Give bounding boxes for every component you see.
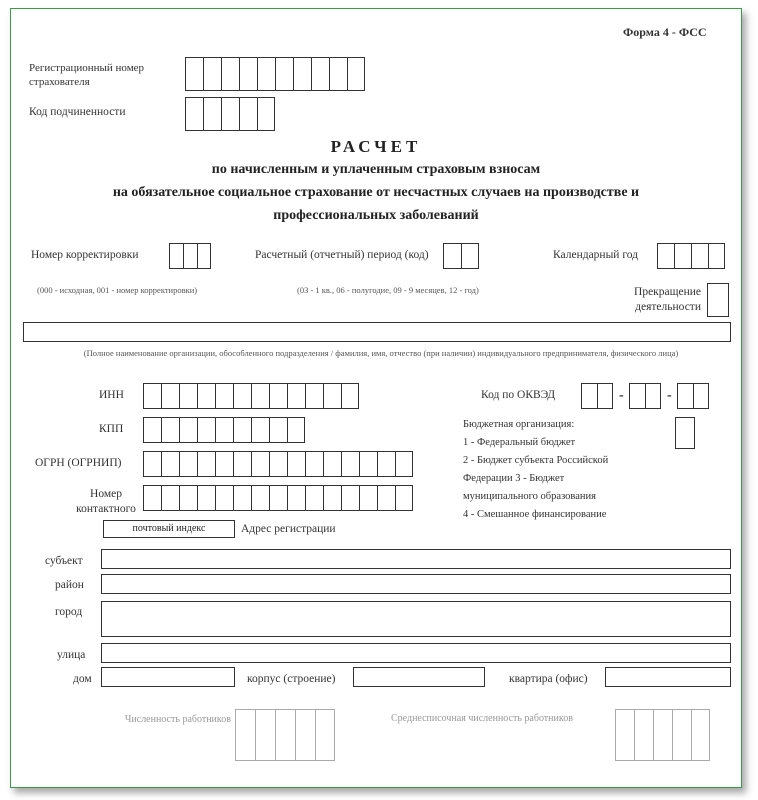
house-field[interactable]: [101, 667, 235, 687]
avg-employees-field[interactable]: [615, 709, 710, 761]
organization-name-field[interactable]: [23, 322, 731, 342]
correction-number-field[interactable]: [169, 243, 211, 269]
budget-org-option-4: 4 - Смешанное финансирование: [463, 509, 607, 520]
district-field[interactable]: [101, 574, 731, 594]
reg-number-field[interactable]: [185, 57, 365, 91]
termination-label: Прекращение деятельности: [634, 286, 701, 313]
form-sheet: [10, 8, 742, 788]
subject-label: субъект: [45, 555, 83, 567]
subordination-code-field[interactable]: [185, 97, 275, 131]
form-subtitle-2: на обязательное социальное страхование от несчастных случаев на производстве и: [112, 185, 640, 200]
calendar-year-label: Календарный год: [553, 249, 639, 261]
house-label: дом: [73, 673, 92, 685]
city-label: город: [55, 606, 83, 618]
apartment-field[interactable]: [605, 667, 731, 687]
kpp-field[interactable]: [143, 417, 305, 443]
inn-label: ИНН: [99, 389, 124, 401]
employees-label: Численность работников: [124, 714, 231, 725]
form-title: РАСЧЕТ: [330, 137, 422, 156]
budget-org-option-2: 2 - Бюджет субъекта Российской: [463, 455, 609, 466]
phone-field[interactable]: [143, 485, 413, 511]
budget-org-option-1: 1 - Федеральный бюджет: [463, 437, 576, 448]
period-label: Расчетный (отчетный) период (код): [255, 249, 429, 261]
okved-label: Код по ОКВЭД: [481, 389, 556, 401]
building-label: корпус (строение): [247, 673, 336, 685]
reg-address-label: Адрес регистрации: [241, 523, 336, 535]
kpp-label: КПП: [99, 423, 124, 435]
subordination-code-label: Код подчиненности: [29, 106, 126, 118]
form-subtitle-3: профессиональных заболеваний: [273, 208, 479, 223]
street-field[interactable]: [101, 643, 731, 663]
avg-employees-label: Среднесписочная численность работников: [391, 713, 573, 724]
okved-dash-1: -: [619, 388, 624, 403]
subject-field[interactable]: [101, 549, 731, 569]
ogrn-field[interactable]: [143, 451, 413, 477]
organization-name-hint: (Полное наименование организации, обособленного подразделения / фамилия, имя, отчество (при наличии) индивидуального предпринимателя, физического лица): [83, 348, 679, 358]
budget-org-heading: Бюджетная организация:: [463, 419, 575, 430]
street-label: улица: [57, 649, 86, 661]
district-label: район: [55, 579, 84, 591]
period-hint: (03 - 1 кв., 06 - полугодие, 09 - 9 месяцев, 12 - год): [297, 285, 479, 295]
city-field[interactable]: [101, 601, 731, 637]
budget-org-option-3b: муниципального образования: [463, 491, 596, 502]
apartment-label: квартира (офис): [509, 673, 588, 685]
reg-number-label: Регистрационный номер страхователя: [29, 62, 145, 88]
correction-number-label: Номер корректировки: [31, 249, 139, 261]
correction-hint: (000 - исходная, 001 - номер корректировки): [37, 285, 198, 295]
building-field[interactable]: [353, 667, 485, 687]
period-field[interactable]: [443, 243, 479, 269]
budget-org-option-3: Федерации 3 - Бюджет: [463, 473, 565, 484]
termination-field[interactable]: [707, 283, 729, 317]
phone-label: Номер контактного: [76, 488, 136, 515]
okved-field-1[interactable]: [581, 383, 613, 409]
budget-org-field[interactable]: [675, 417, 695, 449]
form-id: Форма 4 - ФСС: [623, 25, 707, 39]
okved-dash-2: -: [667, 388, 672, 403]
okved-field-3[interactable]: [677, 383, 709, 409]
inn-field[interactable]: [143, 383, 359, 409]
calendar-year-field[interactable]: [657, 243, 725, 269]
ogrn-label: ОГРН (ОГРНИП): [35, 457, 122, 469]
employees-field[interactable]: [235, 709, 335, 761]
form-subtitle-1: по начисленным и уплаченным страховым взносам: [211, 162, 541, 177]
postal-code-field[interactable]: почтовый индекс: [103, 520, 235, 538]
okved-field-2[interactable]: [629, 383, 661, 409]
